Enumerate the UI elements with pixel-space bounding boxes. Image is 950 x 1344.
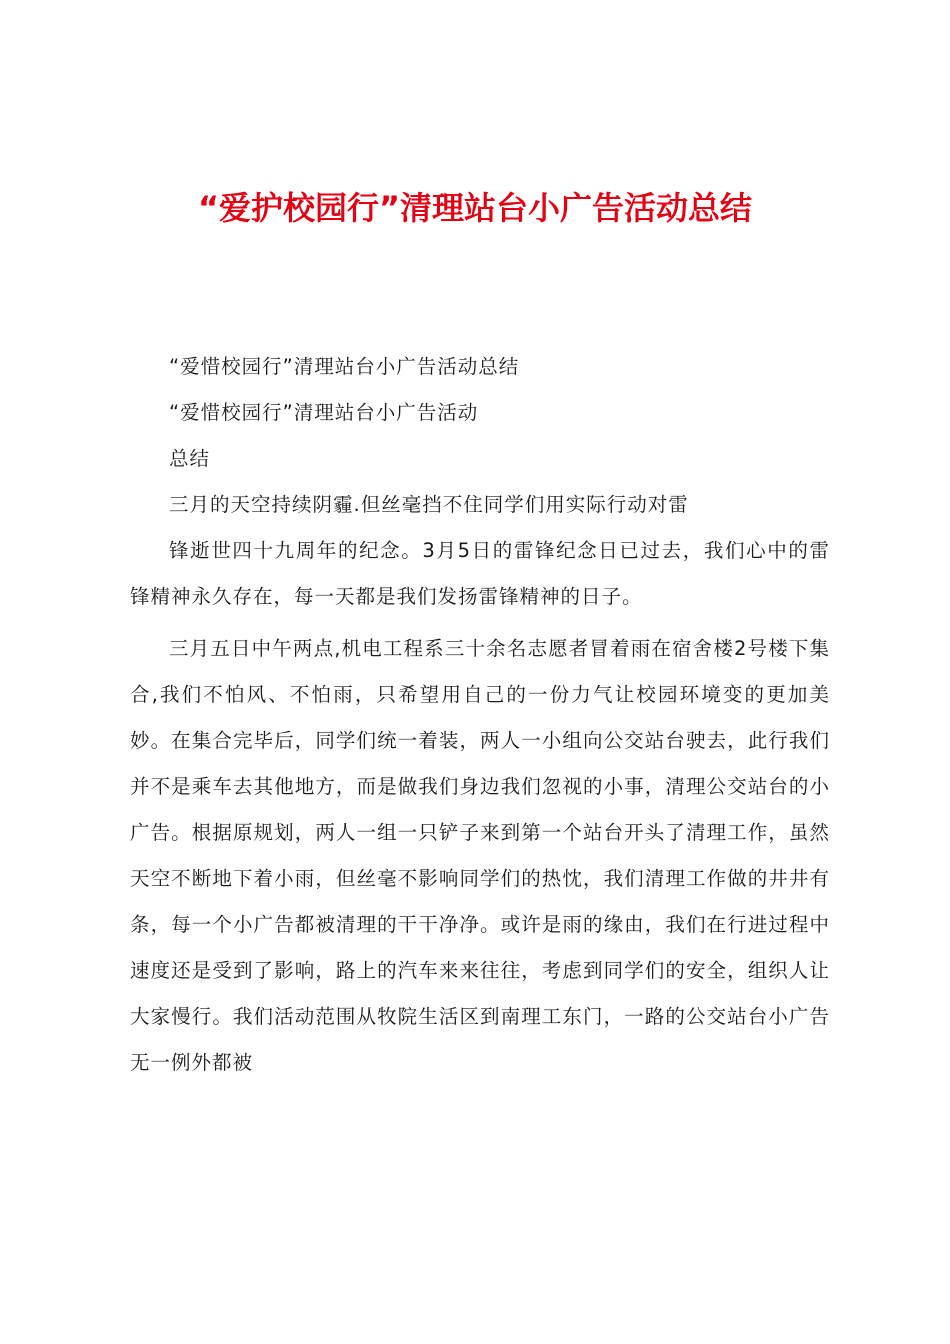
document-title: “爱护校园行”清理站台小广告活动总结 — [197, 189, 753, 227]
paragraph-subtitle-1: “爱惜校园行”清理站台小广告活动总结 — [169, 355, 520, 378]
paragraph-subtitle-3: 总结 — [169, 447, 211, 470]
paragraph-activity: 三月五日中午两点,机电工程系三十余名志愿者冒着雨在宿舍楼2号楼下集合,我们不怕风、不怕雨，只希望用自己的一份力气让校园环境变的更加美妙。在集合完毕后，同学们统一着装，两人一小组向公交站台驶去，此行我们并不是乘车去其他地方，而是做我们身边我们忽视的小事，清理公交站台的小广告。根据原规划，两人一组一只铲子来到第一个站台开头了清理工作，虽然天空不断地下着小雨，但丝毫不影响同学们的热忱，我们清理工作做的井井有条，每一个小广告都被清理的干干净净。或许是雨的缘由，我们在行进过程中速度还是受到了影响，路上的汽车来来往往，考虑到同学们的安全，组织人让大家慢行。我们活动范围从牧院生活区到南理工东门，一路的公交站台小广告无一例外都被 — [130, 637, 830, 1074]
paragraph-intro: 三月的天空持续阴霾.但丝毫挡不住同学们用实际行动对雷 — [169, 493, 689, 516]
document-body — [130, 344, 830, 1086]
paragraph-subtitle-2: “爱惜校园行”清理站台小广告活动 — [169, 401, 479, 424]
paragraph-memorial: 锋逝世四十九周年的纪念。3月5日的雷锋纪念日已过去，我们心中的雷锋精神永久存在，每一天都是我们发扬雷锋精神的日子。 — [130, 539, 830, 608]
